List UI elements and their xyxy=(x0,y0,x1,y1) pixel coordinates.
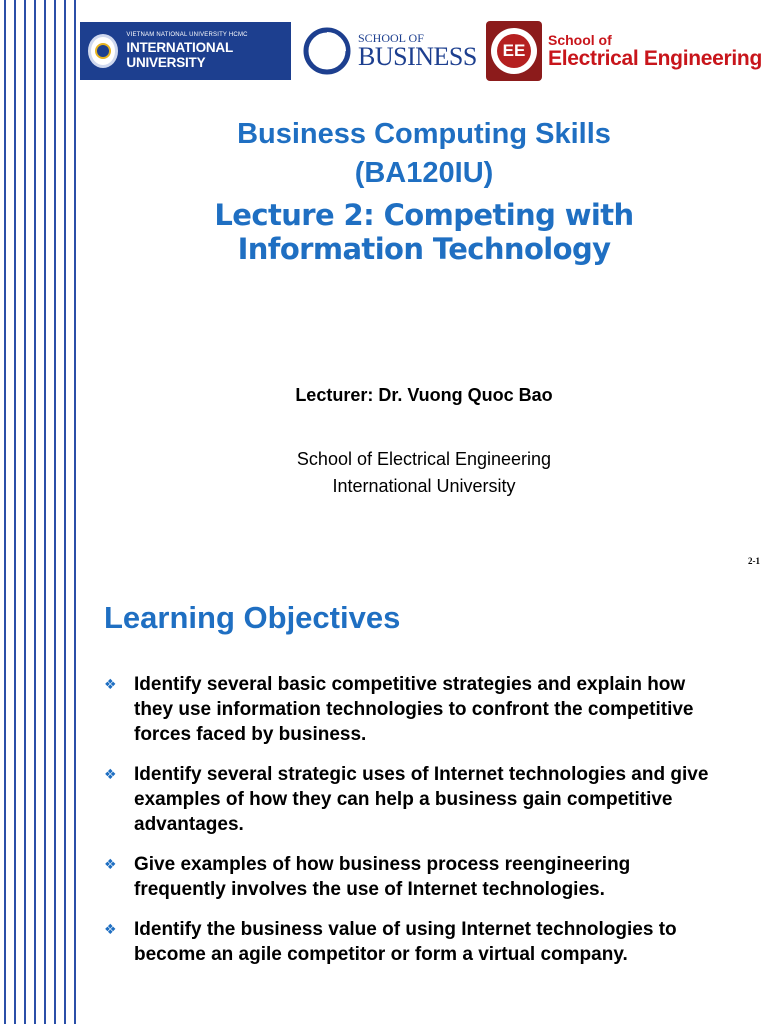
business-school-logo xyxy=(302,22,477,80)
objectives-heading: Learning Objectives xyxy=(104,600,401,635)
iu-logo-name: INTERNATIONAL UNIVERSITY xyxy=(126,40,233,70)
objective-text: Give examples of how business process reengineering frequently involves the use of Internet technologies. xyxy=(134,854,631,900)
objective-text: Identify several basic competitive strategies and explain how they use information technologies to confront the competitive forces faced by business. xyxy=(134,674,694,745)
list-item xyxy=(104,852,724,902)
business-swirl-icon xyxy=(302,26,352,76)
ee-logo-small-text: School of xyxy=(548,32,612,48)
course-title: Business Computing Skills xyxy=(237,118,611,150)
school-name: School of Electrical Engineering xyxy=(296,449,552,469)
iu-logo-small-text: VIETNAM NATIONAL UNIVERSITY HCMC xyxy=(126,32,248,38)
bullet-diamond-icon: ❖ xyxy=(104,676,117,692)
iu-seal-icon xyxy=(88,34,118,68)
bullet-diamond-icon: ❖ xyxy=(104,766,117,782)
business-logo-name: BUSINESS xyxy=(358,42,477,71)
objective-text: Identify several strategic uses of Internet technologies and give examples of how they can help a business gain competitive advantages. xyxy=(134,764,709,835)
iu-logo xyxy=(80,22,291,80)
bullet-diamond-icon: ❖ xyxy=(104,856,117,872)
ee-badge-icon xyxy=(486,21,542,81)
list-item xyxy=(104,672,724,747)
ee-school-logo xyxy=(486,20,766,82)
business-logo-small-text: SCHOOL OF xyxy=(358,31,424,45)
lecture-title-line-2: Information Technology xyxy=(237,232,611,266)
objective-text: Identify the business value of using Internet technologies to become an agile competitor or form a virtual company. xyxy=(134,919,677,965)
course-code: (BA120IU) xyxy=(354,157,494,189)
objectives-slide xyxy=(0,572,768,1024)
objectives-list xyxy=(104,672,724,982)
list-item xyxy=(104,762,724,837)
page-number: 2-1 xyxy=(748,556,760,566)
university-name: International University xyxy=(332,476,516,496)
ee-logo-name: Electrical Engineering xyxy=(548,47,762,70)
lecture-title-line-1: Lecture 2: Competing with xyxy=(214,198,634,232)
list-item xyxy=(104,917,724,967)
bullet-diamond-icon: ❖ xyxy=(104,921,117,937)
ee-mark: EE xyxy=(497,34,531,68)
lecturer-name: Lecturer: Dr. Vuong Quoc Bao xyxy=(295,385,553,405)
